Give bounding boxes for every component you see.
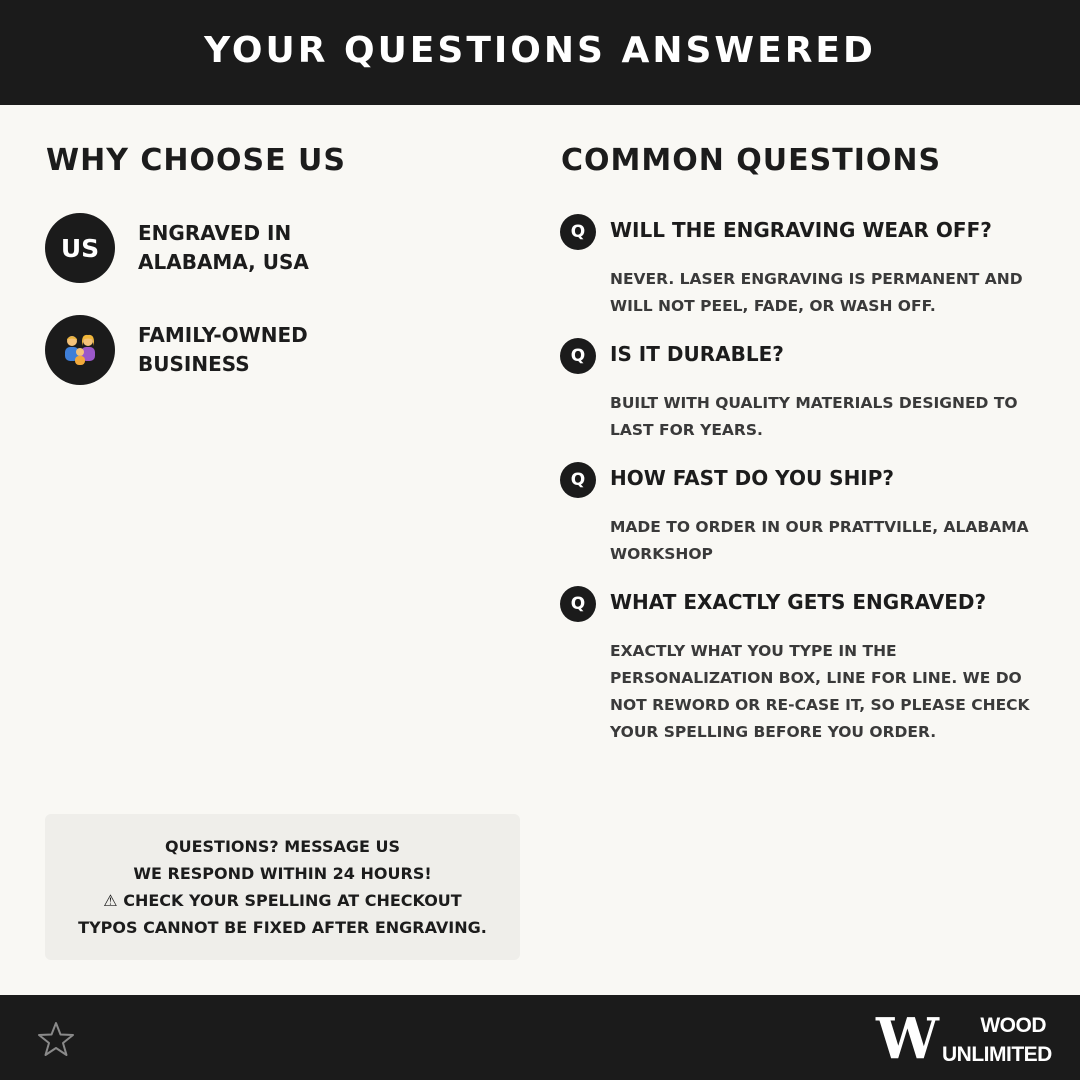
notice-typo-warning: TYPOS CANNOT BE FIXED AFTER ENGRAVING. <box>78 918 487 937</box>
common-questions-title: COMMON QUESTIONS <box>561 143 942 178</box>
question-badge-icon: Q <box>560 338 596 374</box>
family-icon <box>45 315 115 385</box>
feature-family-owned <box>45 315 368 385</box>
us-badge-icon: US <box>45 213 115 283</box>
notice-message-us: QUESTIONS? MESSAGE US <box>165 837 400 856</box>
faq-item <box>560 582 1050 746</box>
family-emoji-icon <box>62 334 98 366</box>
faq-answer: BUILT WITH QUALITY MATERIALS DESIGNED TO LAST FOR YEARS. <box>610 394 1018 439</box>
why-choose-us-title: WHY CHOOSE US <box>46 143 347 178</box>
star-outline-icon <box>37 1021 75 1057</box>
notice-response-time: WE RESPOND WITHIN 24 HOURS! <box>133 864 432 883</box>
logo-mark: W <box>876 1006 925 1072</box>
faq-item <box>560 458 1050 568</box>
header-bar <box>0 0 1080 105</box>
footer-bar <box>0 995 1080 1080</box>
feature-engraved-in-alabama <box>45 213 368 283</box>
brand-name: WOOD UNLIMITED <box>942 1014 1052 1066</box>
question-badge-icon: Q <box>560 214 596 250</box>
faq-question: WHAT EXACTLY GETS ENGRAVED? <box>610 590 987 614</box>
question-badge-icon: Q <box>560 462 596 498</box>
wood-unlimited-logo <box>876 1007 1056 1071</box>
feature-label: FAMILY-OWNED BUSINESS <box>138 323 308 376</box>
faq-question: IS IT DURABLE? <box>610 342 784 366</box>
notice-spelling-warning: ⚠ CHECK YOUR SPELLING AT CHECKOUT <box>103 891 462 910</box>
question-badge-icon: Q <box>560 586 596 622</box>
faq-answer: NEVER. LASER ENGRAVING IS PERMANENT AND WILL NOT PEEL, FADE, OR WASH OFF. <box>610 270 1023 315</box>
feature-label: ENGRAVED IN ALABAMA, USA <box>138 221 309 274</box>
faq-answer: EXACTLY WHAT YOU TYPE IN THE PERSONALIZATION BOX, LINE FOR LINE. WE DO NOT REWORD OR RE-CASE IT, SO PLEASE CHECK YOUR SPELLING BEFORE YOU ORDER. <box>610 642 1030 741</box>
faq-question: WILL THE ENGRAVING WEAR OFF? <box>610 218 992 242</box>
faq-question: HOW FAST DO YOU SHIP? <box>610 466 895 490</box>
faq-item <box>560 210 1050 320</box>
faq-answer: MADE TO ORDER IN OUR PRATTVILLE, ALABAMA WORKSHOP <box>610 518 1029 563</box>
faq-item <box>560 334 1050 444</box>
page-title: YOUR QUESTIONS ANSWERED <box>204 30 876 71</box>
contact-notice-box <box>45 814 520 960</box>
